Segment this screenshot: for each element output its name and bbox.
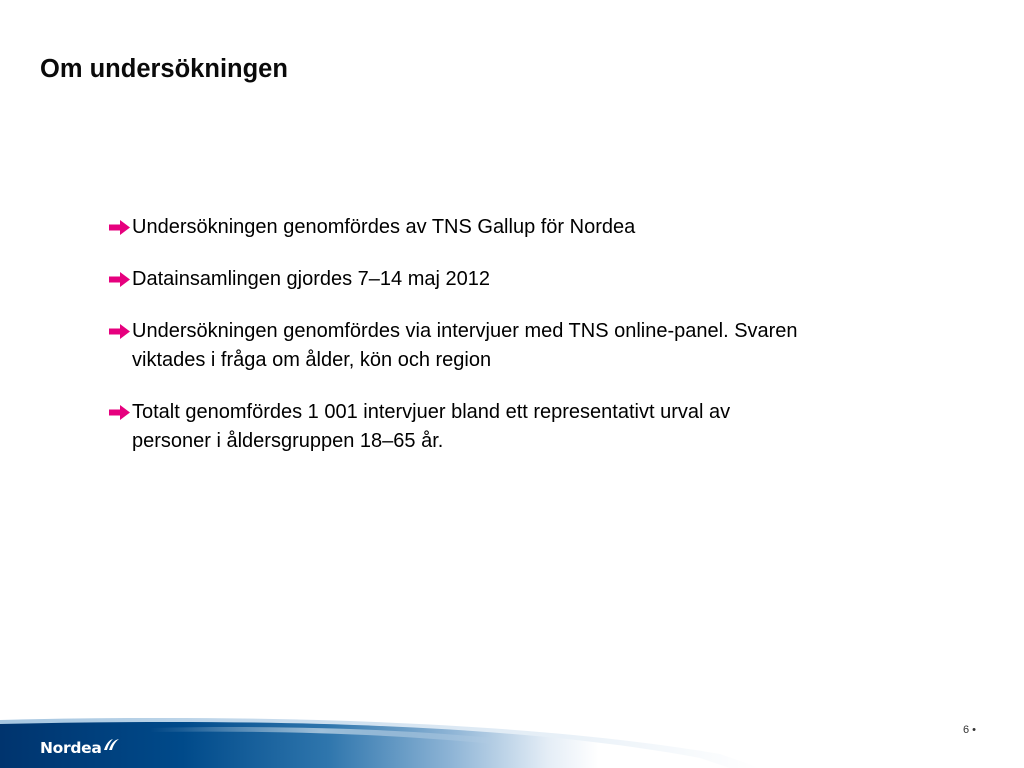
footer-swoosh bbox=[0, 714, 1024, 768]
bullet-text: Undersökningen genomfördes via intervjuer med TNS online-panel. Svaren viktades i fråga om ålder, kön och region bbox=[132, 320, 798, 371]
bullet-text: Undersökningen genomfördes av TNS Gallup för Nordea bbox=[132, 216, 636, 238]
page-number: 6 • bbox=[962, 724, 976, 736]
bullet-item bbox=[109, 213, 929, 242]
bullet-item bbox=[109, 317, 929, 375]
right-arrow-icon bbox=[109, 272, 130, 287]
right-arrow-icon bbox=[109, 405, 130, 420]
right-arrow-icon bbox=[109, 324, 130, 339]
right-arrow-icon bbox=[109, 220, 130, 235]
bullet-item bbox=[109, 265, 929, 294]
bullet-item bbox=[109, 398, 929, 456]
bullet-text: Datainsamlingen gjordes 7–14 maj 2012 bbox=[132, 268, 491, 290]
bullet-list bbox=[109, 213, 929, 479]
nordea-sail-icon bbox=[103, 738, 120, 752]
bullet-text: Totalt genomfördes 1 001 intervjuer bland ett representativt urval av personer i åldersgruppen 18–65 år. bbox=[132, 401, 731, 452]
logo-text: Nordea bbox=[40, 739, 102, 757]
footer-band bbox=[0, 714, 1024, 768]
nordea-logo bbox=[40, 737, 120, 759]
slide-title: Om undersökningen bbox=[40, 55, 288, 83]
